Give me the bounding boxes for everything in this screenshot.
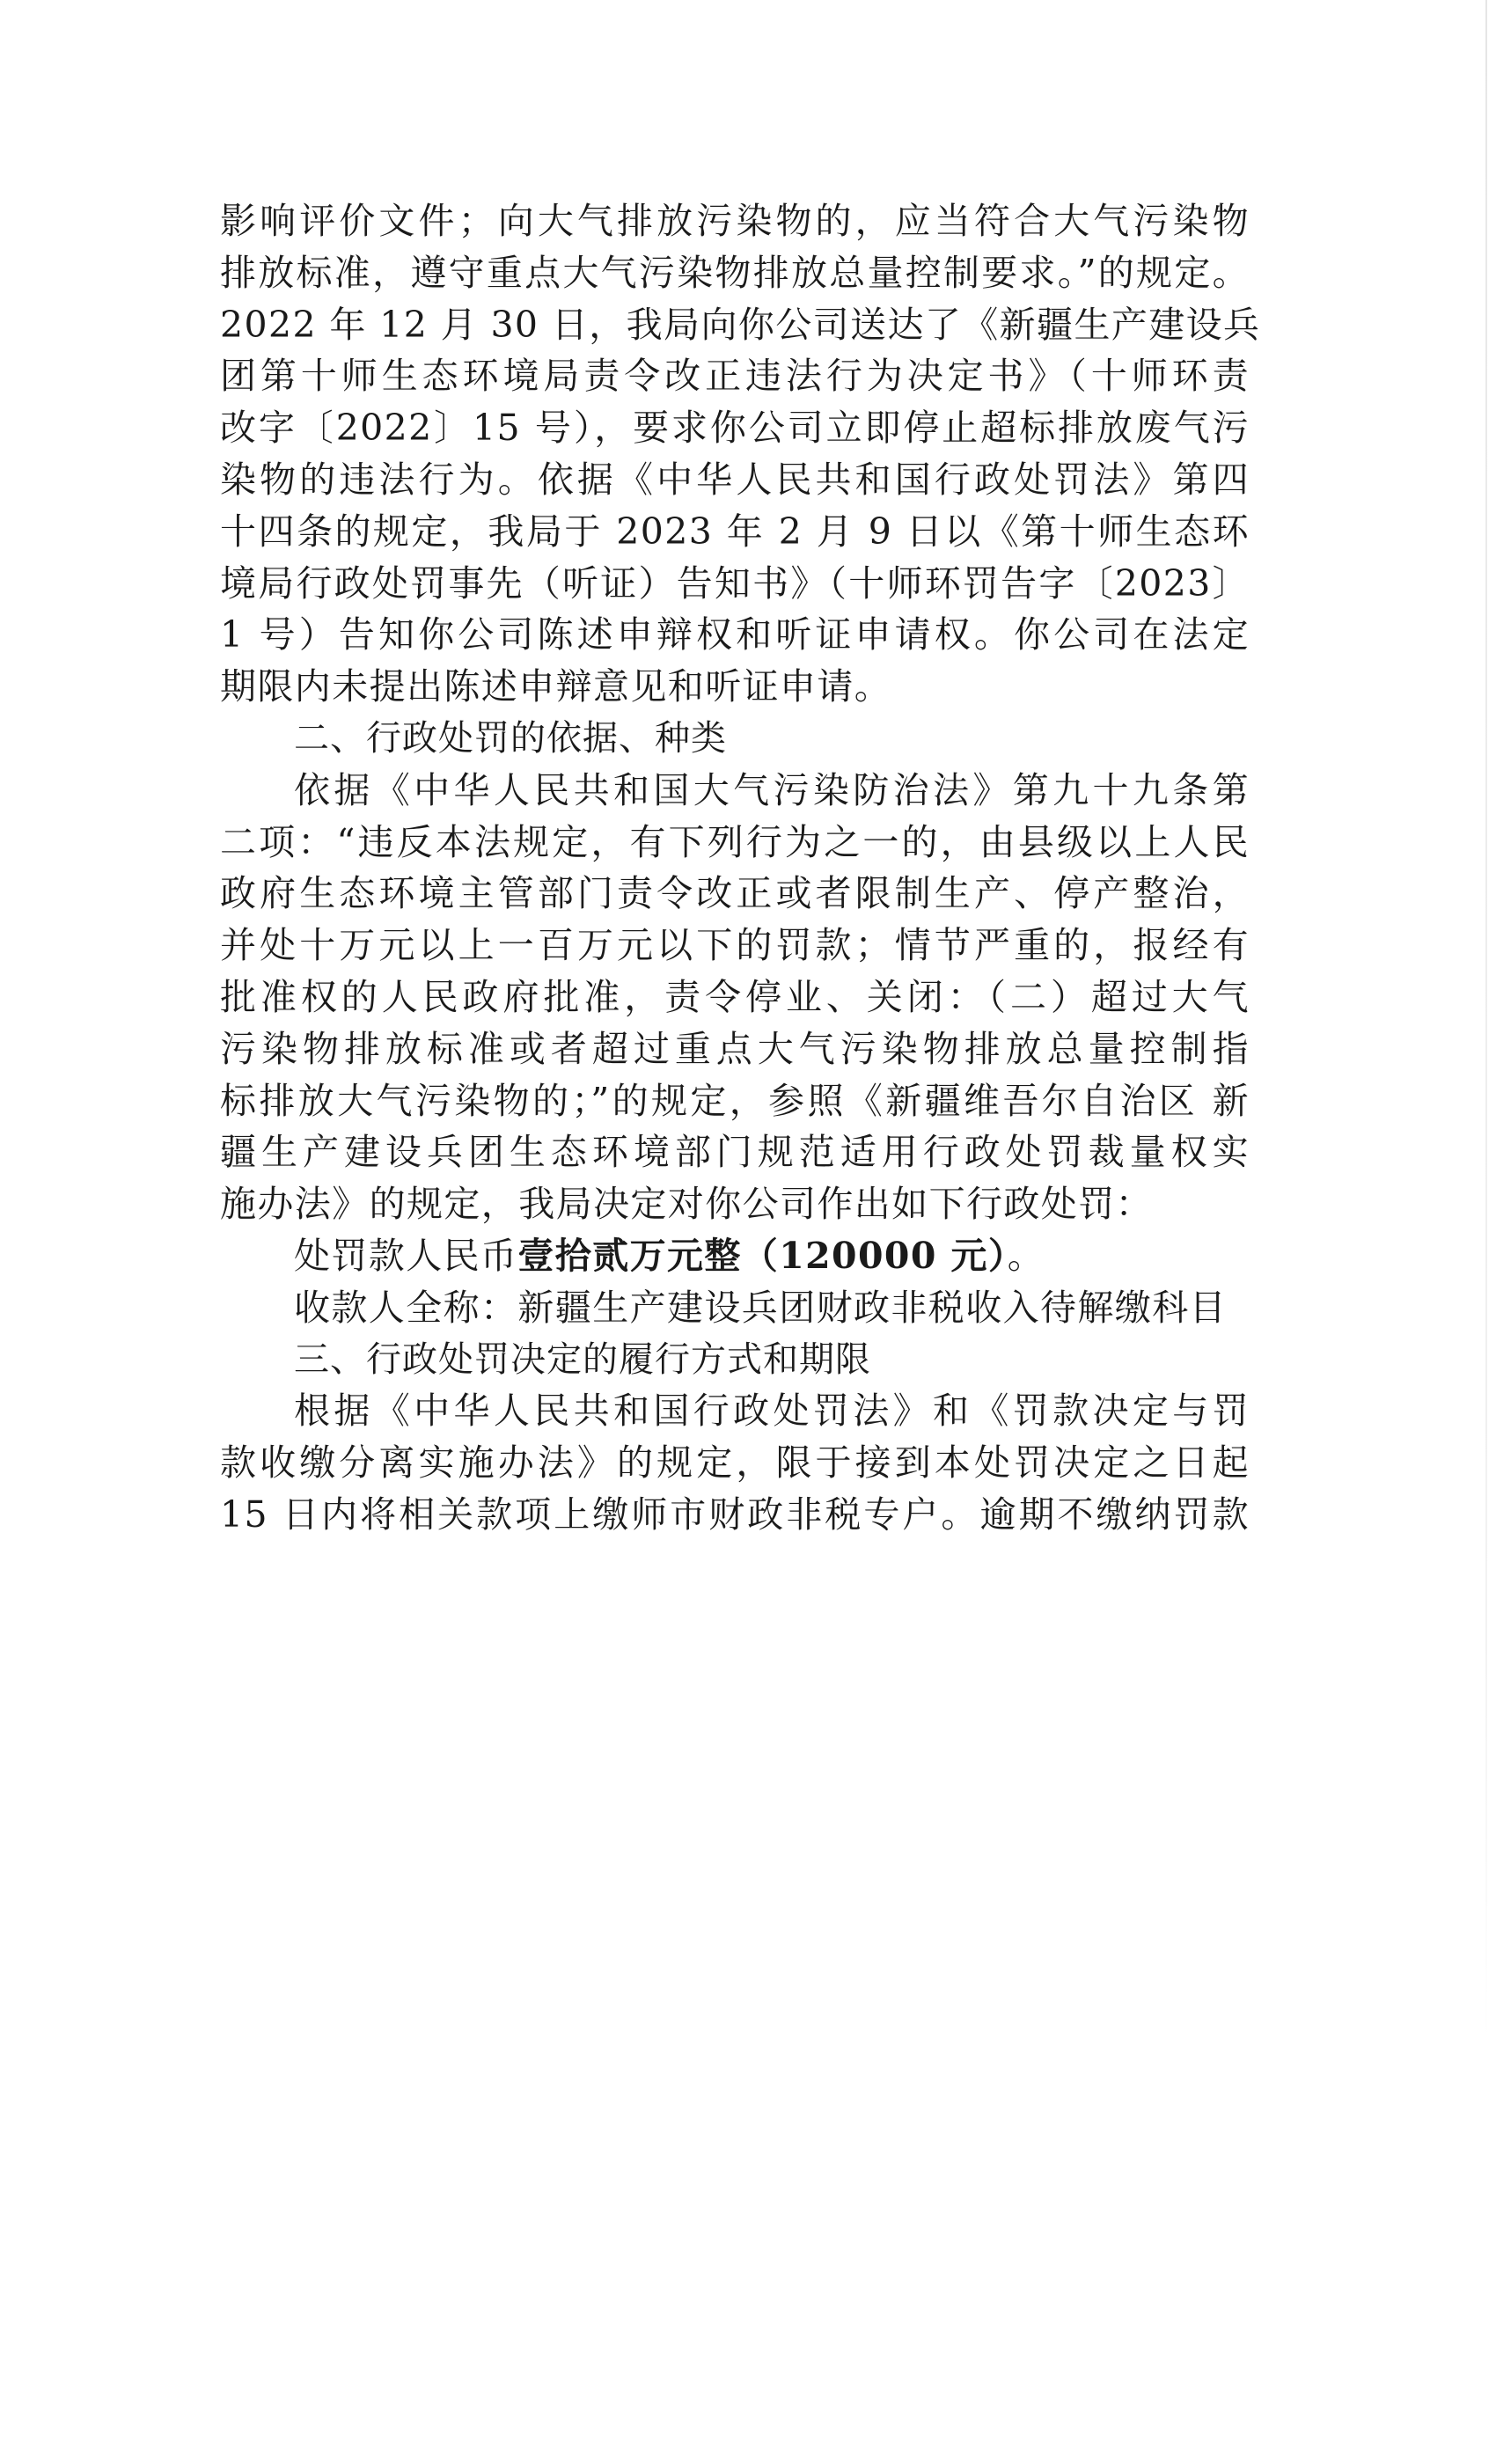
fine-line [220, 1230, 1250, 1282]
scan-edge [1485, 0, 1487, 2042]
body-line: 影响评价文件；向大气排放污染物的，应当符合大气污染物 [220, 200, 1250, 242]
performance-line: 款收缴分离实施办法》的规定，限于接到本处罚决定之日起 [220, 1441, 1250, 1485]
section-heading-performance: 三、行政处罚决定的履行方式和期限 [294, 1338, 871, 1380]
basis-line: 政府生态环境主管部门责令改正或者限制生产、停产整治， [220, 872, 1250, 915]
basis-line: 污染物排放标准或者超过重点大气污染物排放总量控制指 [220, 1027, 1250, 1070]
body-line: 十四条的规定，我局于 2023 年 2 月 9 日以《第十师生态环 [220, 510, 1250, 553]
fine-suffix: 。 [1007, 1234, 1045, 1277]
body-line: 改字〔2022〕15 号），要求你公司立即停止超标排放废气污 [220, 407, 1250, 450]
body-line: 期限内未提出陈述申辩意见和听证申请。 [220, 665, 892, 708]
basis-line: 标排放大气污染物的；”的规定，参照《新疆维吾尔自治区 新 [220, 1079, 1250, 1122]
payee-line: 收款人全称：新疆生产建设兵团财政非税收入待解缴科目 [294, 1286, 1227, 1329]
body-line: 2022 年 12 月 30 日，我局向你公司送达了《新疆生产建设兵 [220, 303, 1261, 346]
basis-line: 施办法》的规定，我局决定对你公司作出如下行政处罚： [220, 1183, 1153, 1226]
fine-prefix: 处罚款人民币 [294, 1234, 518, 1277]
basis-line: 依据《中华人民共和国大气污染防治法》第九十九条第 [294, 768, 1250, 811]
basis-line: 疆生产建设兵团生态环境部门规范适用行政处罚裁量权实 [220, 1131, 1250, 1174]
document-body [220, 195, 1261, 1541]
body-line: 团第十师生态环境局责令改正违法行为决定书》（十师环责 [220, 355, 1250, 398]
section-heading-basis: 二、行政处罚的依据、种类 [294, 717, 727, 759]
basis-line: 二项：“违反本法规定，有下列行为之一的，由县级以上人民 [220, 820, 1250, 863]
body-line: 排放标准，遵守重点大气污染物排放总量控制要求。”的规定。 [220, 251, 1250, 294]
performance-line: 根据《中华人民共和国行政处罚法》和《罚款决定与罚 [294, 1390, 1250, 1433]
body-line: 境局行政处罚事先（听证）告知书》（十师环罚告字〔2023〕 [220, 561, 1250, 605]
basis-line: 批准权的人民政府批准，责令停业、关闭：（二）超过大气 [220, 975, 1250, 1018]
basis-line: 并处十万元以上一百万元以下的罚款；情节严重的，报经有 [220, 924, 1250, 967]
fine-amount: 壹拾贰万元整（120000 元） [517, 1234, 1008, 1277]
performance-line: 15 日内将相关款项上缴师市财政非税专户。逾期不缴纳罚款 [220, 1492, 1250, 1536]
body-line: 染物的违法行为。依据《中华人民共和国行政处罚法》第四 [220, 458, 1250, 501]
body-line: 1 号）告知你公司陈述申辩权和听证申请权。你公司在法定 [220, 613, 1250, 656]
